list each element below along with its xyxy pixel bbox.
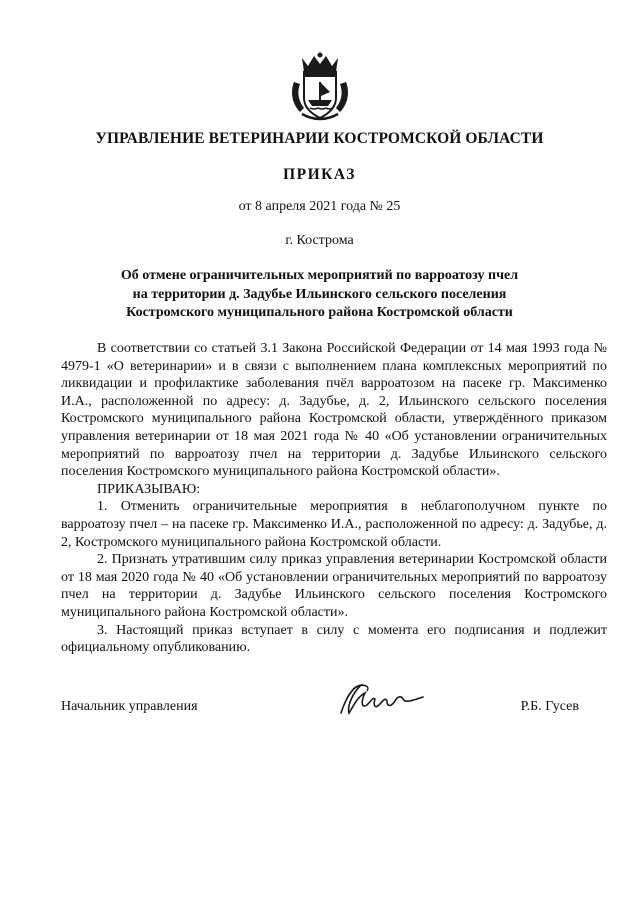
order-item-1: 1. Отменить ограничительные мероприятия в неблагополучном пункте по варроатозу пчел – на пасеке гр. Максименко И.А., расположенной по адресу: д. Задубье, д. 2, Костромского муниципального района Костромской области. (61, 499, 607, 550)
document-body (61, 340, 607, 657)
document-city: г. Кострома (285, 233, 354, 248)
agency-name: УПРАВЛЕНИЕ ВЕТЕРИНАРИИ КОСТРОМСКОЙ ОБЛАСТИ (95, 130, 544, 147)
subject-line: Об отмене ограничительных мероприятий по варроатозу пчел (120, 268, 519, 283)
order-item-2: 2. Признать утратившим силу приказ управления ветеринарии Костромской области от 18 мая 2020 года № 40 «Об установлении ограничительных мероприятий по варроатозу пчел на территории д. Задубье Ильинского сельского поселения Костромского муниципального района Костромской области». (61, 552, 607, 620)
subject-line: на территории д. Задубье Ильинского сельского поселения (132, 286, 507, 302)
handwritten-signature-icon (331, 679, 431, 721)
coat-of-arms-icon (288, 52, 352, 122)
order-item-3: 3. Настоящий приказ вступает в силу с момента его подписания и подлежит официальному опубликованию. (61, 622, 607, 656)
document-date-number: от 8 апреля 2021 года № 25 (238, 199, 401, 214)
signatory-title: Начальник управления (61, 699, 198, 714)
intro-paragraph: В соответствии со статьей 3.1 Закона Российской Федерации от 14 мая 1993 года № 4979-1 «О ветеринарии» и в связи с выполнением плана комплексных мероприятий по ликвидации и профилактике заболевания пчёл варроатозом на пасеке гр. Максименко И.А., расположенной по адресу: д. Задубье, д. 2, Ильинского сельского поселения Костромского муниципального района Костромской области, утверждённого приказом управления ветеринарии от 18 мая 2021 года № 40 «Об установлении ограничительных мероприятий по варроатозу пчел на территории д. Задубье Ильинского сельского поселения Костромского муниципального района Костромской области». (61, 341, 607, 480)
signatory-name: Р.Б. Гусев (520, 699, 579, 714)
order-word: ПРИКАЗЫВАЮ: (97, 481, 201, 497)
document-subject (40, 267, 599, 323)
subject-line: Костромского муниципального района Костромской области (126, 305, 513, 320)
document-type: ПРИКАЗ (283, 166, 356, 183)
